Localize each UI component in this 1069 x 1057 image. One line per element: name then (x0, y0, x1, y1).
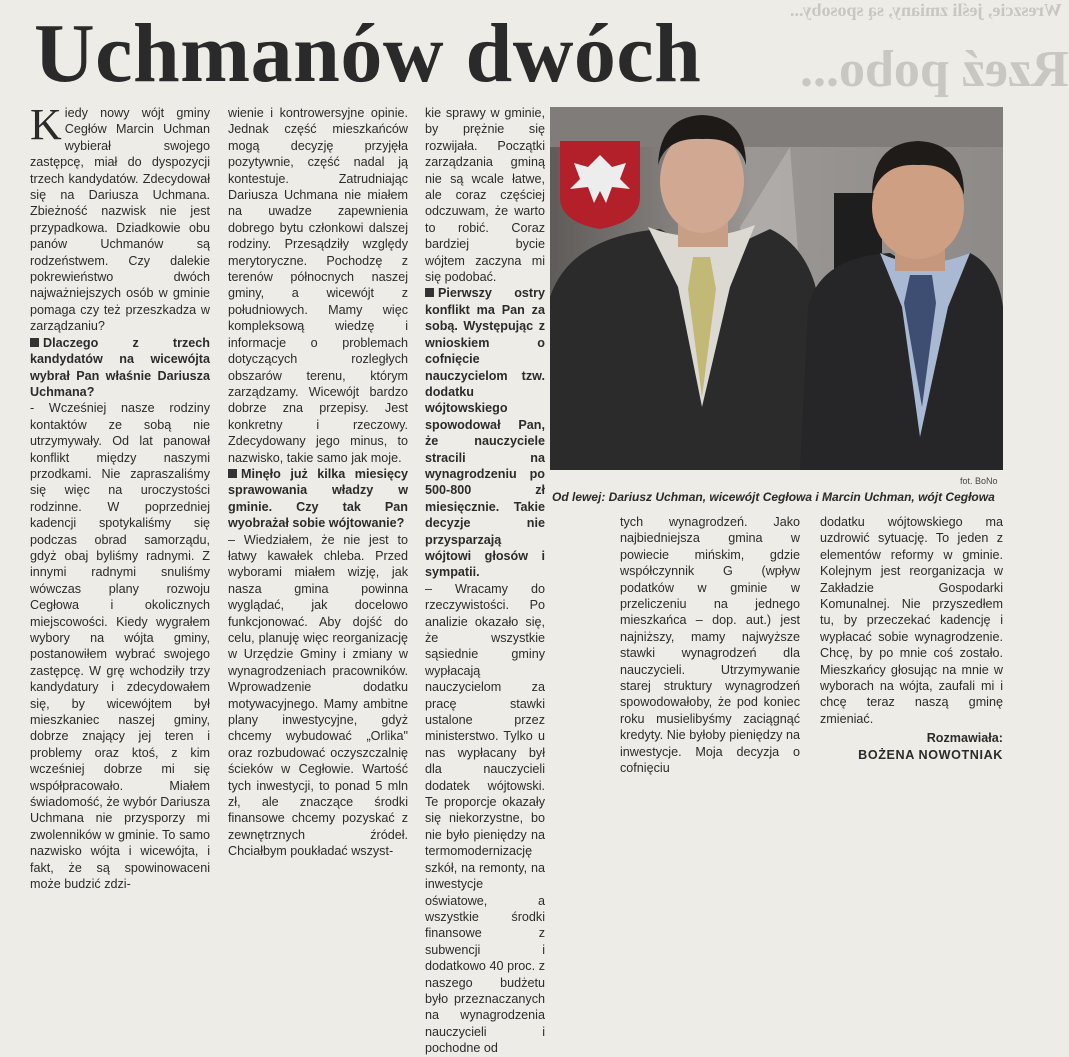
column-1 (30, 100, 210, 892)
bleed-kicker: Wreszcie, jeśli zmiany, są sposoby... (790, 0, 1062, 20)
eagle-emblem-icon (560, 141, 640, 229)
photo-caption: Od lewej: Dariusz Uchman, wicewójt Cegłowa i Marcin Uchman, wójt Cegłowa (552, 490, 995, 504)
interview-answer: – Wracamy do rzeczywistości. Po analizie okazało się, że wszystkie sąsiednie gminy wypłacają nauczycielom za pracę stawki ustalone przez ministerstwo. Tylko u nas wypłacany był dla nauczycieli dodatek wójtowski. Te proporcje okazały się niekorzystne, bo nie było pieniędzy na termomodernizację szkół, na remonty, na inwestycje oświatowe, a wszystkie środki finansowe z subwencji i dodatkowo 40 proc. z naszego budżetu było przeznaczanych na wynagrodzenia nauczycieli i pochodne od (425, 581, 545, 1056)
drop-cap: K (30, 100, 62, 149)
interview-answer: wienie i kontrowersyjne opinie. Jednak część mieszkańców mogą decyzję przyjęła pozytywnie, część nadal ją kontestuje. Zatrudniając Dariusza Uchmana nie miałem na uwadze zapewnienia dobrego bytu członkowi dalszej rodziny. Przesądziły względy merytoryczne. Pochodzę z terenów północnych naszej gminy, a wicewójt z południowych. Mamy więc kompleksową wiedzę i informacje o problemach dotyczących rozległych obszarów terenu, którym zarządzamy. Wicewójt bardzo dobrze zna przepisy. Jest konkretny i rzeczowy. Zdecydowany jego minus, to nazwisko, takie samo jak moje. (228, 106, 408, 465)
photo-credit: fot. BoNo (960, 476, 998, 486)
bleed-through-text (790, 0, 1069, 100)
article-photo (550, 107, 1003, 470)
column-3 (425, 105, 545, 1056)
lead-paragraph: Kiedy nowy wójt gminy Cegłów Marcin Uchman wybierał swojego zastępcę, miał do dyspozycji trzech kandydatów. Zdecydował się na Dariusza Uchmana. Zbieżność nazwisk nie jest przypadkowa. Dziadkowie obu panów Uchmanów są rodzeństwem. Czy dalekie pokrewieństwo dwóch najważniejszych osób w gminie pomaga czy też przeszkadza w zarządzaniu? (30, 100, 210, 334)
interview-question: Dlaczego z trzech kandydatów na wicewójta wybrał Pan właśnie Dariusza Uchmana? (30, 335, 210, 399)
column-4 (620, 514, 800, 776)
interview-answer: – Wiedziałem, że nie jest to łatwy kawałek chleba. Przed wyborami miałem wizję, jak nasza gmina powinna wyglądać, jak docelowo funkcjonować. Aby dojść do celu, planuję więc reorganizację w Urzędzie Gminy i zmiany w wynagrodzeniach pracowników. Wprowadzenie dodatku motywacyjnego. Mamy ambitne plany inwestycyjne, gdyż chcemy wybudować „Orlika" oraz rozbudować oczyszczalnię ścieków w Cegłowie. Wartość tych inwestycji, to ponad 5 mln zł, ale znaczące środki finansowe chcemy pozyskać z zewnętrznych źródeł. Chciałbym poukładać wszyst- (228, 532, 408, 859)
article-headline: Uchmanów dwóch (34, 7, 702, 100)
interview-question: Pierwszy ostry konflikt ma Pan za sobą. Występując z wnioskiem o cofnięcie nauczycielom tzw. dodatku wójtowskiego spowodował Pan, że nauczyciele stracili na wynagrodzeniu po 500-800 zł miesięcznie. Takie decyzje nie przysparzają wójtowi głosów i sympatii. (425, 286, 545, 580)
bleed-headline: Rzeź pobo... (800, 41, 1069, 98)
interview-answer: kie sprawy w gminie, by prężnie się rozwijała. Początki zarządzania gminą nie są wcale łatwe, ale coraz częściej odczuwam, że warto to robić. Coraz bardziej bycie wójtem zaczyna mi się podobać. (425, 106, 545, 285)
photo-illustration (550, 107, 1003, 470)
column-2 (228, 105, 408, 859)
interview-answer: - Wcześniej nasze rodziny kontaktów ze sobą nie utrzymywały. Od lat panował konflikt między naszymi przodkami. Nie zapraszaliśmy się więc na uroczystości rodzinne. W poprzedniej kadencji spotykaliśmy się podczas obrad samorządu, gdyż obaj byliśmy radnymi. Z innymi radnymi snuliśmy wówczas plany rozwoju Cegłowa i okolicznych miejscowości. Kiedy wygrałem wybory na wójta gminy, postanowiłem wybrać swojego zastępcę. W grę wchodziły trzy kandydatury i zdecydowałem się, by wicewójtem był mieszkaniec naszej gminy, dobrze znający jej teren i problemy oraz ktoś, z kim wcześniej dobrze mi się współpracowało. Miałem świadomość, że wybór Dariusza Uchmana nie przysporzy mi zwolenników w gminie. To samo nazwisko wójta i wicewójta, i fakt, że są spowinowaceni może budzić zdzi- (30, 401, 210, 892)
interview-question: Minęło już kilka miesięcy sprawowania władzy w gminie. Czy tak Pan wyobrażał sobie wójtowanie? (228, 466, 408, 531)
column-5 (820, 514, 1003, 762)
interviewer-label: Rozmawiała: (926, 731, 1003, 746)
interview-answer: dodatku wójtowskiego ma uzdrowić sytuację. To jeden z elementów reformy w gminie. Kolejnym jest reorganizacja w Zakładzie Gospodarki Komunalnej. Nie przyszedłem tu, by przeczekać kadencję i wypłacać sobie wynagrodzenie. Chcę, by po mnie coś zostało. Mieszkańcy głosując na mnie w wyborach na wójta, zaufali mi i chcę teraz naszą gminę zmieniać. (820, 515, 1003, 726)
interview-answer: tych wynagrodzeń. Jako najbiedniejsza gmina w powiecie mińskim, gdzie współczynnik G (wpływ podatków w gminie w przeliczeniu na jednego mieszkańca – dop. aut.) jest najniższy, mamy najwyższe stawki wynagrodzeń dla nauczycieli. Utrzymywanie starej struktury wynagrodzeń spowodowałoby, że pod koniec roku musielibyśmy zaciągnąć kredyty. Nie byłoby pieniędzy na inwestycje. Moja decyzja o cofnięciu (620, 515, 800, 776)
interviewer-name: BOŻENA NOWOTNIAK (858, 747, 1003, 762)
